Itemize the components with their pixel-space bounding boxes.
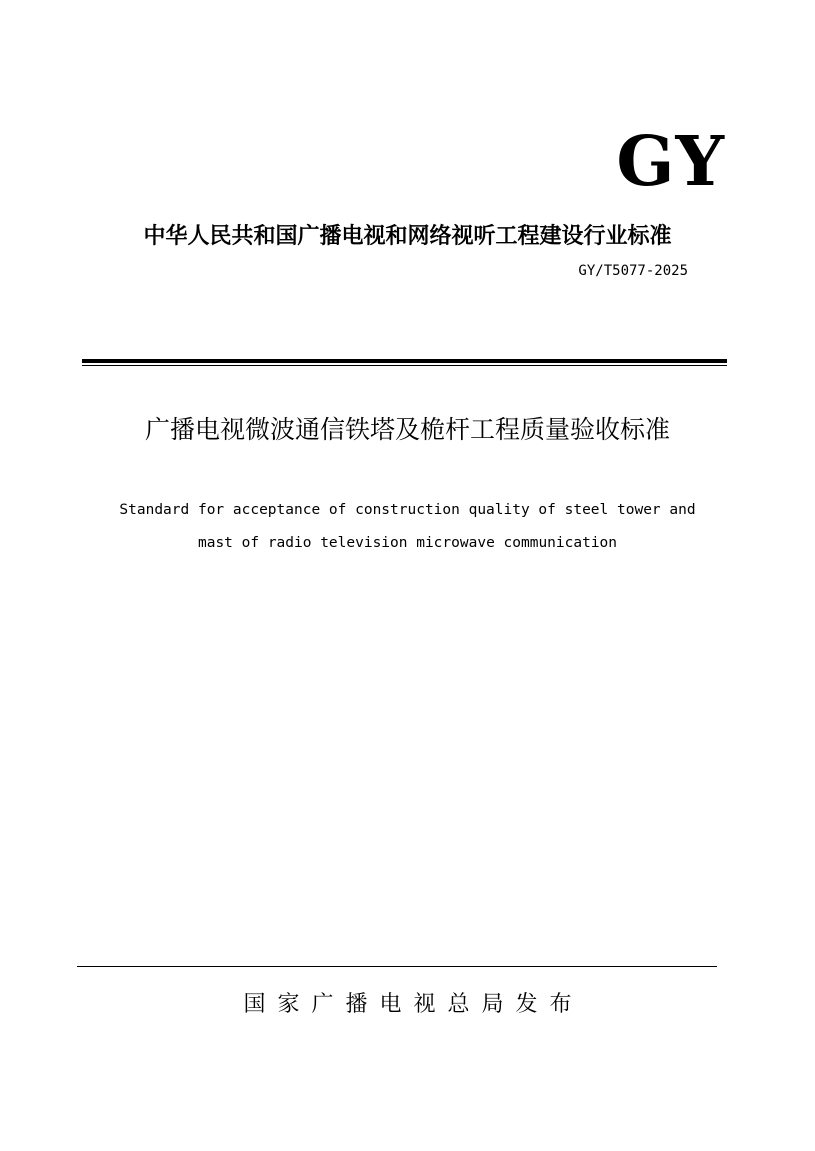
footer-divider [77, 966, 717, 967]
document-title-en [60, 494, 755, 560]
header-divider-thick [82, 359, 727, 363]
standard-logo: GY [616, 122, 725, 202]
document-title-en-line1: Standard for acceptance of construction quality of steel tower and [119, 502, 696, 518]
org-title: 中华人民共和国广播电视和网络视听工程建设行业标准 [143, 224, 672, 249]
issuer-text: 国家广播电视总局发布 [243, 992, 584, 1017]
document-title-en-line2: mast of radio television microwave communication [197, 535, 618, 551]
standard-code: GY/T5077-2025 [578, 263, 688, 279]
header-divider-thin [82, 365, 727, 366]
document-title-cn: 广播电视微波通信铁塔及桅杆工程质量验收标准 [144, 415, 670, 444]
